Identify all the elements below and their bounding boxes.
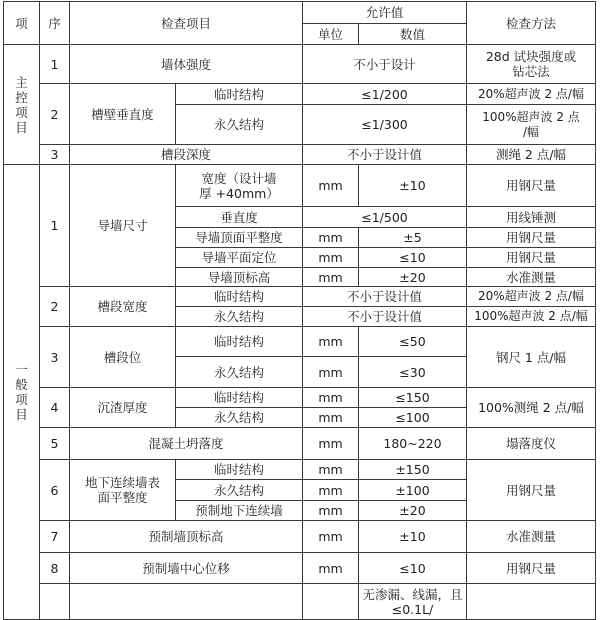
table-row bbox=[4, 145, 596, 165]
header-item: 项 bbox=[4, 2, 40, 45]
table-row bbox=[4, 165, 596, 207]
sub-item: 临时结构 bbox=[176, 327, 303, 357]
table-row bbox=[4, 460, 596, 480]
allowable-value: 无渗漏、线漏，且≤0.1L/ bbox=[359, 584, 467, 620]
check-method: 测绳 2 点/幅 bbox=[467, 145, 596, 165]
allowable-value: ±10 bbox=[359, 521, 467, 553]
unit: mm bbox=[303, 228, 359, 248]
check-method: 100%超声波 2 点 /幅 bbox=[467, 105, 596, 145]
unit: mm bbox=[303, 268, 359, 287]
header-row bbox=[4, 2, 596, 24]
table-row bbox=[4, 553, 596, 584]
check-method: 水准测量 bbox=[467, 268, 596, 287]
allowable-value: ≤1/300 bbox=[303, 105, 467, 145]
allowable-value: ≤10 bbox=[359, 248, 467, 268]
check-method: 塌落度仪 bbox=[467, 428, 596, 460]
allowable-value: ±20 bbox=[359, 501, 467, 521]
row-number bbox=[40, 584, 70, 620]
header-value: 数值 bbox=[359, 24, 467, 45]
allowable-value: ≤30 bbox=[359, 357, 467, 388]
check-method: 100%测绳 2 点/幅 bbox=[467, 388, 596, 428]
check-item: 槽段深度 bbox=[70, 145, 303, 165]
allowable-value: ±150 bbox=[359, 460, 467, 480]
header-unit: 单位 bbox=[303, 24, 359, 45]
check-item: 沉渣厚度 bbox=[70, 388, 176, 428]
sub-item: 永久结构 bbox=[176, 307, 303, 327]
sub-item: 临时结构 bbox=[176, 460, 303, 480]
row-number: 2 bbox=[40, 287, 70, 327]
row-number: 7 bbox=[40, 521, 70, 553]
row-number: 5 bbox=[40, 428, 70, 460]
check-item: 混凝土坍落度 bbox=[70, 428, 303, 460]
row-number: 8 bbox=[40, 553, 70, 584]
row-number: 3 bbox=[40, 145, 70, 165]
check-item: 预制墙中心位移 bbox=[70, 553, 303, 584]
unit: mm bbox=[303, 165, 359, 207]
check-item: 槽段宽度 bbox=[70, 287, 176, 327]
unit: mm bbox=[303, 388, 359, 408]
check-method: 20%超声波 2 点/幅 bbox=[467, 287, 596, 307]
allowable-value: ±100 bbox=[359, 480, 467, 501]
table-row bbox=[4, 327, 596, 357]
unit: mm bbox=[303, 553, 359, 584]
check-method: 钢尺 1 点/幅 bbox=[467, 327, 596, 388]
check-method: 100%超声波 2 点/幅 bbox=[467, 307, 596, 327]
allowable-value: ≤50 bbox=[359, 327, 467, 357]
sub-item: 导墙顶标高 bbox=[176, 268, 303, 287]
check-method: 用钢尺量 bbox=[467, 460, 596, 521]
unit: mm bbox=[303, 428, 359, 460]
sub-item: 临时结构 bbox=[176, 287, 303, 307]
allowable-value: 不小于设计值 bbox=[303, 307, 467, 327]
unit: mm bbox=[303, 327, 359, 357]
check-method: 用钢尺量 bbox=[467, 248, 596, 268]
allowable-value: ±20 bbox=[359, 268, 467, 287]
unit: mm bbox=[303, 460, 359, 480]
sub-item: 宽度（设计墙 厚 +40mm） bbox=[176, 165, 303, 207]
table-row bbox=[4, 45, 596, 84]
unit bbox=[303, 584, 359, 620]
check-method: 用钢尺量 bbox=[467, 553, 596, 584]
check-method: 20%超声波 2 点/幅 bbox=[467, 84, 596, 105]
header-method: 检查方法 bbox=[467, 2, 596, 45]
allowable-value: ≤1/500 bbox=[303, 207, 467, 228]
table-row bbox=[4, 584, 596, 620]
unit: mm bbox=[303, 408, 359, 428]
check-item: 预制墙顶标高 bbox=[70, 521, 303, 553]
check-item: 地下连续墙表 面平整度 bbox=[70, 460, 176, 521]
check-item: 导墙尺寸 bbox=[70, 165, 176, 287]
row-number: 2 bbox=[40, 84, 70, 145]
sub-item: 永久结构 bbox=[176, 408, 303, 428]
table-row bbox=[4, 84, 596, 105]
allowable-value: ≤100 bbox=[359, 408, 467, 428]
unit: mm bbox=[303, 521, 359, 553]
unit: mm bbox=[303, 501, 359, 521]
sub-item: 永久结构 bbox=[176, 480, 303, 501]
sub-item: 永久结构 bbox=[176, 357, 303, 388]
check-method bbox=[467, 584, 596, 620]
sub-item: 预制地下连续墙 bbox=[176, 501, 303, 521]
sub-item: 导墙顶面平整度 bbox=[176, 228, 303, 248]
check-item: 槽壁垂直度 bbox=[70, 84, 176, 145]
check-item: 槽段位 bbox=[70, 327, 176, 388]
sub-item: 导墙平面定位 bbox=[176, 248, 303, 268]
group-general: 一 般 项 目 bbox=[4, 165, 40, 620]
table-row bbox=[4, 388, 596, 408]
row-number: 3 bbox=[40, 327, 70, 388]
allowable-value: ≤150 bbox=[359, 388, 467, 408]
row-number: 4 bbox=[40, 388, 70, 428]
check-item bbox=[70, 584, 303, 620]
table-row bbox=[4, 287, 596, 307]
header-allowable: 允许值 bbox=[303, 2, 467, 24]
quality-inspection-table bbox=[3, 1, 596, 620]
allowable-value: 不小于设计值 bbox=[303, 145, 467, 165]
row-number: 1 bbox=[40, 165, 70, 287]
check-item: 墙体强度 bbox=[70, 45, 303, 84]
header-no: 序 bbox=[40, 2, 70, 45]
allowable-value: ≤10 bbox=[359, 553, 467, 584]
group-main-control: 主 控 项 目 bbox=[4, 45, 40, 165]
allowable-value: ≤1/200 bbox=[303, 84, 467, 105]
unit: mm bbox=[303, 480, 359, 501]
sub-item: 垂直度 bbox=[176, 207, 303, 228]
sub-item: 临时结构 bbox=[176, 388, 303, 408]
table-row bbox=[4, 428, 596, 460]
unit: mm bbox=[303, 248, 359, 268]
allowable-value: 不小于设计 bbox=[303, 45, 467, 84]
allowable-value: ±5 bbox=[359, 228, 467, 248]
allowable-value: 180~220 bbox=[359, 428, 467, 460]
sub-item: 永久结构 bbox=[176, 105, 303, 145]
row-number: 6 bbox=[40, 460, 70, 521]
allowable-value: 不小于设计值 bbox=[303, 287, 467, 307]
sub-item: 临时结构 bbox=[176, 84, 303, 105]
unit: mm bbox=[303, 357, 359, 388]
table-row bbox=[4, 521, 596, 553]
check-method: 用钢尺量 bbox=[467, 165, 596, 207]
check-method: 用钢尺量 bbox=[467, 228, 596, 248]
header-check-item: 检查项目 bbox=[70, 2, 303, 45]
check-method: 28d 试块强度或 钻芯法 bbox=[467, 45, 596, 84]
allowable-value: ±10 bbox=[359, 165, 467, 207]
check-method: 水准测量 bbox=[467, 521, 596, 553]
row-number: 1 bbox=[40, 45, 70, 84]
check-method: 用线锤测 bbox=[467, 207, 596, 228]
